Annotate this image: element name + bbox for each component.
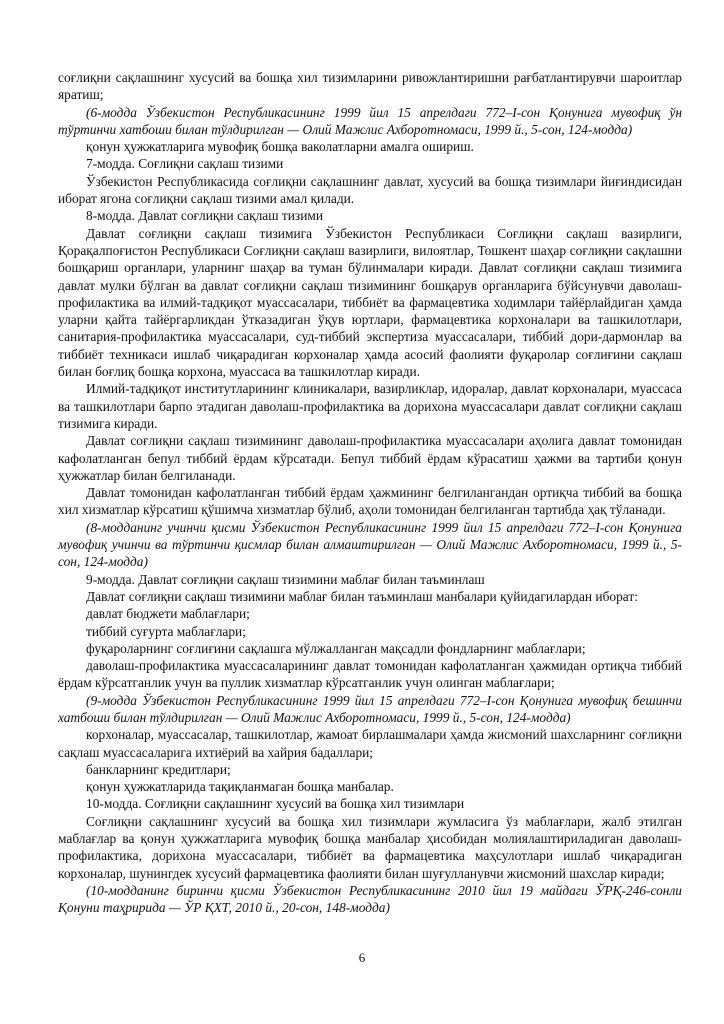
paragraph: 8-модда. Давлат соғлиқни сақлаш тизими [86,208,324,224]
paragraph: Давлат соғлиқни сақлаш тизимини маблағ билан таъминлаш манбалари қуйидагилардан иборат: [86,588,638,604]
paragraph: даволаш-профилактика муассасаларининг давлат томонидан кафолатланган ҳажмидан ортиқча тиббий ёрдам кўрсатганлик учун ва пуллик хизматлар кўрсатганлик учун олинган маблағлари; [58,658,682,691]
amendment-note: (10-модданинг биринчи қисми Ўзбекистон Республикасининг 2010 йил 19 майдаги ЎРҚ-246-сонли Қонуни таҳририда — ЎР ҚХТ, 2010 й., 20-сон, 148-модда) [58,882,682,916]
paragraph: банкларнинг кредитлари; [86,761,231,777]
paragraph: соғлиқни сақлашнинг хусусий ва бошқа хил тизимларини ривожлантиришни рағбатлантирувчи шароитлар яратиш; [58,70,682,103]
paragraph: Давлат томонидан кафолатланган тиббий ёрдам ҳажмининг белгилангандан ортиқча тиббий ва бошқа хил хизматлар кўрсатиш қўшимча хизматлар бўлиб, аҳоли томонидан белгиланган тартибда ҳақ тўланади. [58,485,682,518]
amendment-note: (9-модда Ўзбекистон Республикасининг 1999 йил 15 апрелдаги 772–I-сон Қонунига мувофиқ бешинчи хатбоши билан тўлдирилган — Олий Мажлис Ахборотномаси, 1999 й., 5-сон, 124-модда) [58,692,682,725]
amendment-note: (8-модданинг учинчи қисми Ўзбекистон Республикасининг 1999 йил 15 апрелдаги 772–I-сон Қонунига мувофиқ учинчи ва тўртинчи қисмлар билан алмаштирилган — Олий Мажлис Ахборотномаси, 1999 й., 5-сон, 124-модда) [58,519,682,570]
paragraph: корхоналар, муассасалар, ташкилотлар, жамоат бирлашмалари ҳамда жисмоний шахсларнинг соғлиқни сақлаш муассасаларига ихтиёрий ва хайрия бадаллари; [58,727,682,760]
paragraph: Давлат соғлиқни сақлаш тизимига Ўзбекистон Республикаси Соғлиқни сақлаш вазирлиги, Қорақалпоғистон Республикаси Соғлиқни сақлаш вазирлиги, вилоятлар, Тошкент шаҳар соғлиқни сақлашни бошқариш органлари, уларнинг шаҳар ва туман бўлинмалари киради. Давлат соғлиқни сақлаш тизимига давлат мулки бўлган ва давлат соғлиқни сақлаш тизимининг бошқарув органларига бўйсунувчи даволаш-профилактика ва илмий-тадқиқот муассасалари, тиббиёт ва фармацевтика ходимлари тайёрлайдиган ҳамда уларни қайта тайёргарликдан ўтказадиган ўқув юртлари, фармацевтика корхоналари ва ташкилотлари, санитария-профилактика муассасалари, суд-тиббий экспертиза муассасалари, тиббий дори-дармонлар ва тиббиёт техникаси ишлаб чиқарадиган корхоналар ҳамда асосий фаолияти фуқаролар соғлиғини сақлаш билан боғлиқ бошқа корхона, муассаса ва ташкилотлар киради. [58,225,682,380]
paragraph: 10-модда. Соғлиқни сақлашнинг хусусий ва бошқа хил тизимлари [86,796,465,812]
amendment-note: (6-модда Ўзбекистон Республикасининг 1999 йил 15 апрелдаги 772–I-сон Қонунига мувофиқ ўн тўртинчи хатбоши билан тўлдирилган — Олий Мажлис Ахборотномаси, 1999 й., 5-сон, 124-модда) [58,104,682,137]
document-page [58,69,682,917]
page-number: 6 [358,950,366,965]
paragraph: Давлат соғлиқни сақлаш тизимининг даволаш-профилактика муассасалари аҳолига давлат томонидан кафолатланган бепул тиббий ёрдам кўрсатади. Бепул тиббий ёрдам кўрасатиш ҳажми ва тартиби қонун ҳужжатлар билан белгиланади. [58,433,682,483]
paragraph: Илмий-тадқиқот институтларининг клиникалари, вазирликлар, идоралар, давлат корхоналари, муассаса ва ташкилотлари барпо этадиган даволаш-профилактика ва дорихона муассасалари давлат соғлиқни сақлаш тизимига киради. [58,381,682,431]
paragraph: қонун ҳужжатларига мувофиқ бошқа ваколатларни амалга ошириш. [86,139,474,155]
paragraph: фуқароларнинг соғлиғини сақлашга мўлжалланган мақсадли фондларнинг маблағлари; [86,640,586,656]
paragraph: 7-модда. Соғлиқни сақлаш тизими [86,156,284,172]
paragraph: Соғлиқни сақлашнинг хусусий ва бошқа хил тизимлари жумласига ўз маблағлари, жалб этилган маблағлар ва қонун ҳужжатларига мувофиқ бошқа манбалар ҳисобидан молиялаштириладиган даволаш-профилактика, дорихона муассасалари, тиббиёт ва фармацевтика маҳсулотлари ишлаб чиқарадиган корхоналар, шунингдек хусусий фармацевтика фаолияти билан шуғулланувчи жисмоний шахслар киради; [58,813,682,881]
paragraph: тиббий суғурта маблағлари; [86,623,246,639]
paragraph: 9-модда. Давлат соғлиқни сақлаш тизимини маблағ билан таъминлаш [86,571,485,587]
paragraph: давлат бюджети маблағлари; [86,606,250,622]
paragraph: Ўзбекистон Республикасида соғлиқни сақлашнинг давлат, хусусий ва бошқа тизимлари йиғиндисидан иборат ягона соғлиқни сақлаш тизими амал қилади. [58,173,682,207]
paragraph: қонун ҳужжатларида тақиқланмаган бошқа манбалар. [86,779,394,795]
